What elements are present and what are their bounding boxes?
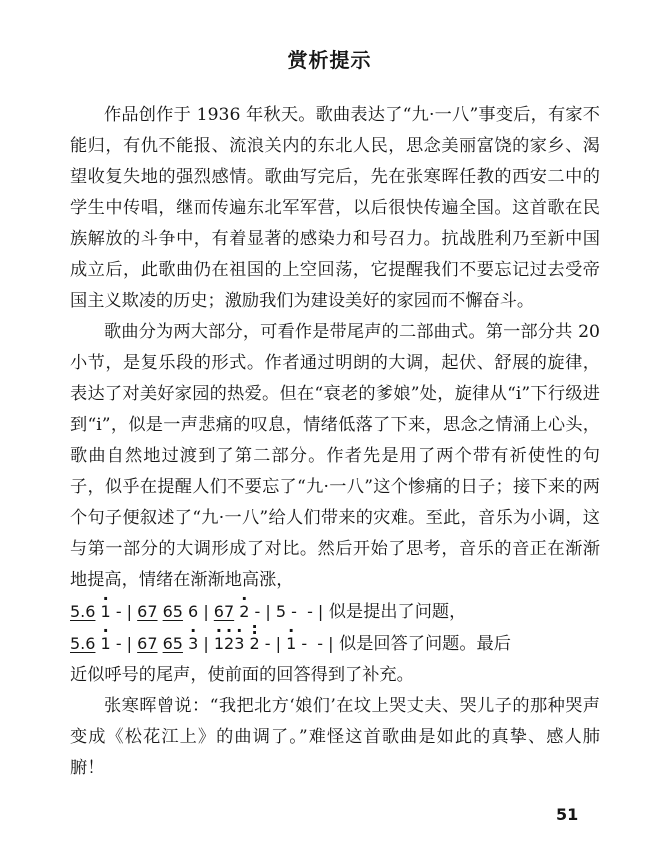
notation-phrase-2: 5.6 · 1 - | 67 65 · 3 | · 1· 2· 3 : 2 - | · 1 - - | <box>70 634 334 653</box>
paragraph-continuation: 近似呼号的尾声，使前面的回答得到了补充。 <box>70 665 414 685</box>
music-line-question-note: 似是提出了问题， <box>328 602 467 622</box>
music-line-answer <box>70 628 600 660</box>
section-title: 赏析提示 <box>287 48 372 72</box>
paragraph-intro: 作品创作于 1936 年秋天。歌曲表达了“九·一八”事变后，有家不能归，有仇不能报、流浪关内的东北人民，思念美丽富饶的家乡、渴望收复失地的强烈感情。歌曲写完后，先在张寒晖任教的西安二中的学生中传唱，继而传遍东北军军营，以后很快传遍全国。这首歌在民族解放的斗争中，有着显著的感染力和号召力。抗战胜利乃至新中国成立后，此歌曲仍在祖国的上空回荡，它提醒我们不要忘记过去受帝国主义欺凌的历史；激励我们为建设美好的家园而不懈奋斗。 <box>70 105 600 311</box>
paragraph-quote: 张寒晖曾说：“我把北方‘娘们’在坟上哭丈夫、哭儿子的那种哭声变成《松花江上》的曲调了。”难怪这首歌曲是如此的真挚、感人肺腑！ <box>70 696 600 778</box>
notation-phrase-1: 5.6 · 1 - | 67 65 6 | 67 · 2 - | 5 - - | <box>70 602 323 621</box>
music-line-question <box>70 596 600 628</box>
page-number: 51 <box>556 805 579 824</box>
article-body <box>70 100 600 784</box>
paragraph-analysis: 歌曲分为两大部分，可看作是带尾声的二部曲式。第一部分共 20 小节，是复乐段的形式。作者通过明朗的大调，起伏、舒展的旋律，表达了对美好家园的热爱。但在“衰老的爹娘”处，旋律从“i̇”下行级进到“i”，似是一声悲痛的叹息，情绪低落了下来，思念之情涌上心头，歌曲自然地过渡到了第二部分。作者先是用了两个带有祈使性的句子，似乎在提醒人们不要忘了“九·一八”这个惨痛的日子；接下来的两个句子便叙述了“九·一八”给人们带来的灾难。至此，音乐为小调，这与第一部分的大调形成了对比。然后开始了思考，音乐的音正在渐渐地提高，情绪在渐渐地高涨， <box>70 322 600 590</box>
music-line-answer-note: 似是回答了问题。最后 <box>339 634 511 654</box>
